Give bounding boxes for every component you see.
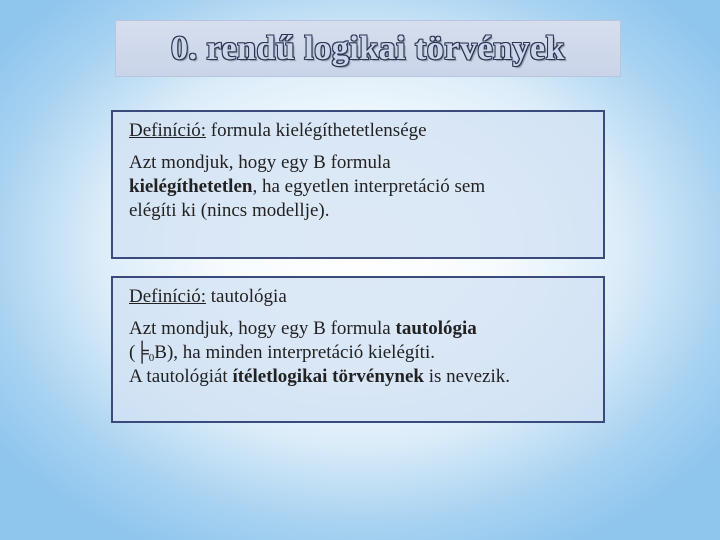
text-run: , ha egyetlen interpretáció sem xyxy=(252,176,486,197)
definition-line xyxy=(129,317,603,341)
definition-body xyxy=(129,151,603,223)
definition-term: formula kielégíthetetlensége xyxy=(210,120,427,141)
text-run: elégíti ki (nincs modellje). xyxy=(129,200,330,221)
definition-term: tautológia xyxy=(210,286,287,307)
definition-line xyxy=(129,151,603,175)
emphasized-term: tautológia xyxy=(395,318,477,339)
definition-heading xyxy=(129,119,603,143)
emphasized-term: kielégíthetetlen xyxy=(129,176,253,197)
definition-box-tautology xyxy=(111,276,605,423)
text-run: A tautológiát xyxy=(129,366,233,387)
definition-line xyxy=(129,341,603,365)
text-run: Azt mondjuk, hogy egy B formula xyxy=(129,152,391,173)
text-run: B), ha minden interpretáció kielégíti. xyxy=(154,342,435,363)
text-run: is nevezik. xyxy=(424,366,511,387)
slide-title: 0. rendű logikai törvények xyxy=(171,29,565,67)
order-subscript: 0 xyxy=(148,352,155,364)
definition-line xyxy=(129,199,603,223)
definition-label: Definíció: xyxy=(129,120,207,141)
definition-body xyxy=(129,317,603,389)
entailment-symbol: ╞ xyxy=(135,342,149,363)
text-run: Azt mondjuk, hogy egy B formula xyxy=(129,318,396,339)
definition-line xyxy=(129,365,603,389)
emphasized-term: ítéletlogikai törvénynek xyxy=(232,366,424,387)
slide-title-box xyxy=(115,20,621,77)
definition-box-unsatisfiability xyxy=(111,110,605,259)
definition-label: Definíció: xyxy=(129,286,207,307)
definition-heading xyxy=(129,285,603,309)
definition-line xyxy=(129,175,603,199)
text-run: ( xyxy=(129,342,136,363)
